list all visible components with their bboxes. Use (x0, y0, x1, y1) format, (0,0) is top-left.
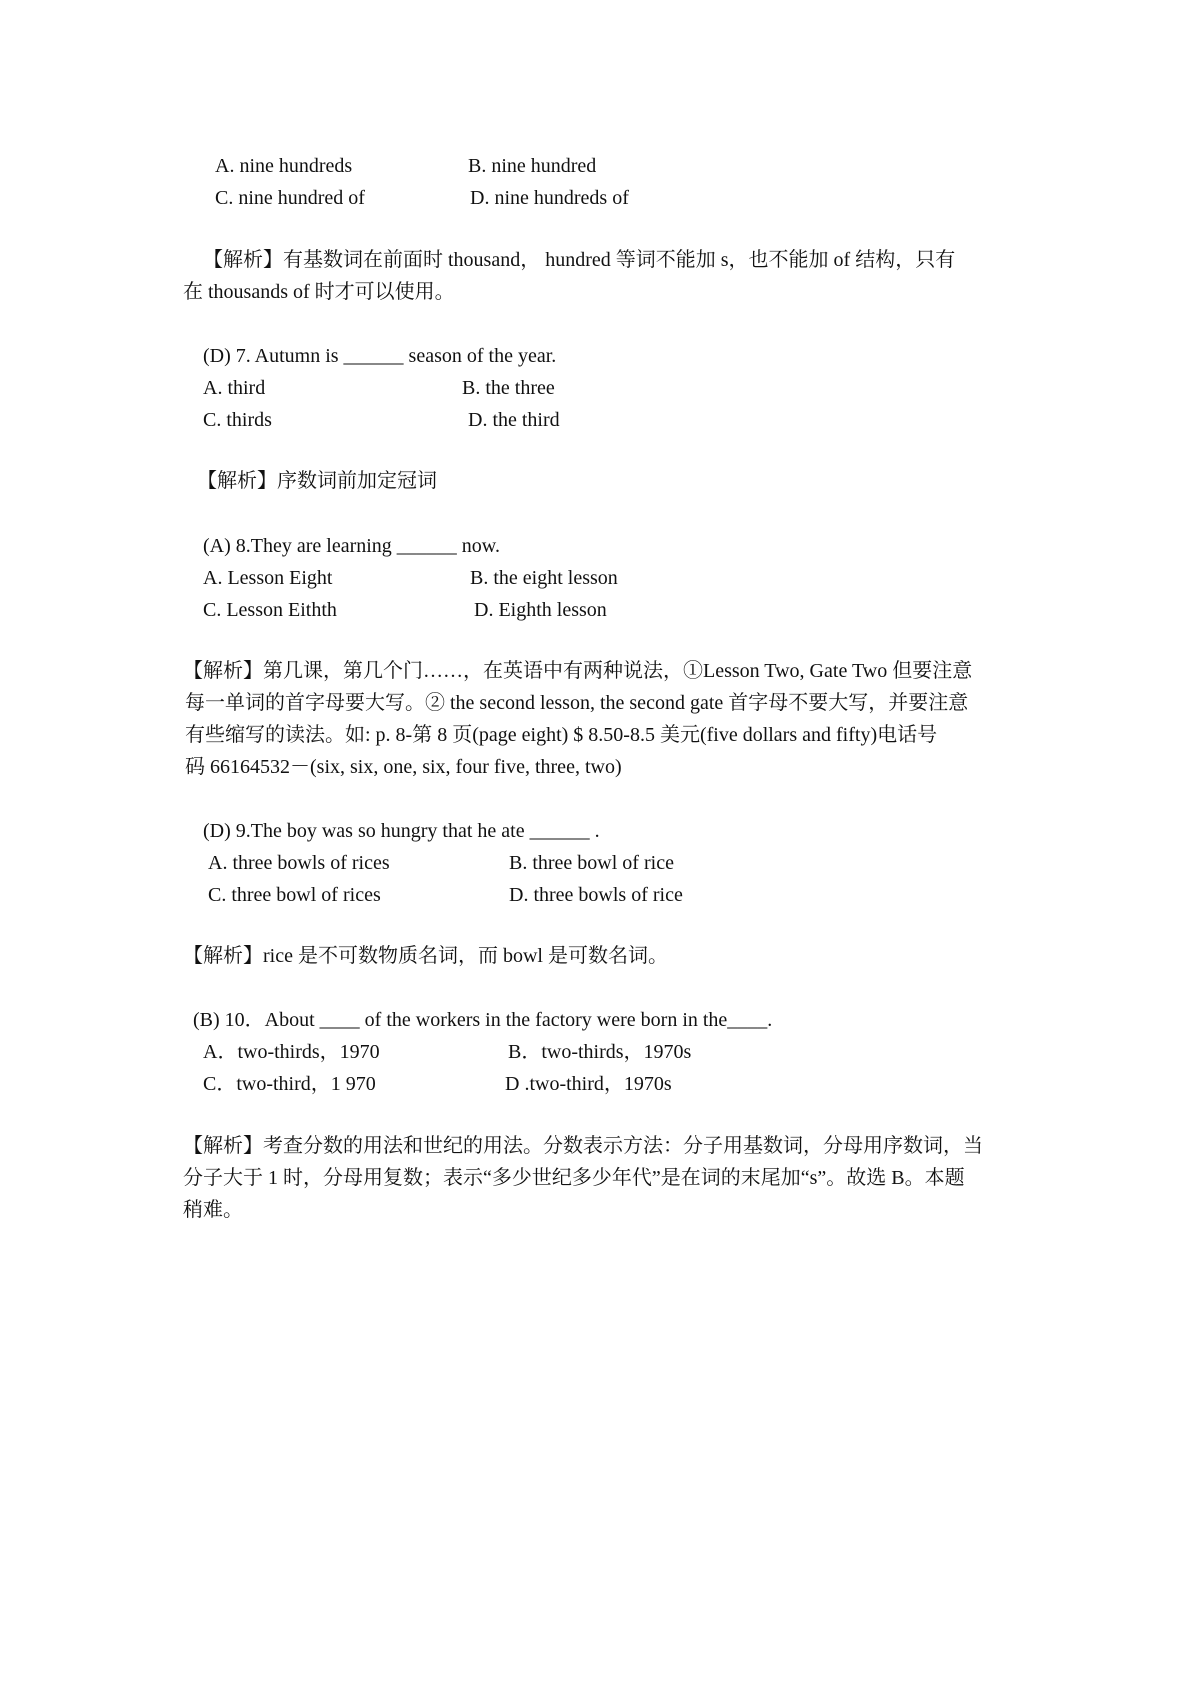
q10-option-a: A．two-thirds，1970 (203, 1041, 380, 1063)
q9-option-d: D. three bowls of rice (509, 884, 683, 906)
q6-option-c: C. nine hundred of (215, 187, 365, 209)
q8-explanation-line-1: 【解析】第几课，第几个门……，在英语中有两种说法，①Lesson Two, Gate Two 但要注意 (183, 660, 973, 682)
q10-explanation-line-3: 稍难。 (183, 1199, 243, 1221)
q8-stem: (A) 8.They are learning ______ now. (203, 535, 500, 557)
q9-explanation: 【解析】rice 是不可数物质名词，而 bowl 是可数名词。 (183, 945, 668, 967)
q7-option-c: C. thirds (203, 409, 272, 431)
q8-option-b: B. the eight lesson (470, 567, 618, 589)
q7-stem: (D) 7. Autumn is ______ season of the year. (203, 345, 557, 367)
q10-option-c: C．two-third，1 970 (203, 1073, 376, 1095)
q7-option-d: D. the third (468, 409, 560, 431)
q6-option-b: B. nine hundred (468, 155, 597, 177)
q8-option-c: C. Lesson Eithth (203, 599, 337, 621)
q10-option-b: B．two-thirds，1970s (508, 1041, 692, 1063)
q10-stem: (B) 10．About ____ of the workers in the factory were born in the____. (193, 1009, 773, 1031)
q7-option-b: B. the three (462, 377, 555, 399)
q8-explanation-line-4: 码 66164532－(six, six, one, six, four five, three, two) (185, 756, 622, 778)
q8-option-a: A. Lesson Eight (203, 567, 333, 589)
q6-explanation-line-1: 【解析】有基数词在前面时 thousand， hundred 等词不能加 s，也不能加 of 结构，只有 (203, 249, 956, 271)
q9-option-b: B. three bowl of rice (509, 852, 674, 874)
q6-option-d: D. nine hundreds of (470, 187, 629, 209)
q10-explanation-line-2: 分子大于 1 时，分母用复数；表示“多少世纪多少年代”是在词的末尾加“s”。故选 B。本题 (183, 1167, 965, 1189)
q6-explanation-line-2: 在 thousands of 时才可以使用。 (183, 281, 455, 303)
q8-option-d: D. Eighth lesson (474, 599, 607, 621)
q9-option-a: A. three bowls of rices (208, 852, 390, 874)
q6-option-a: A. nine hundreds (215, 155, 353, 177)
q10-option-d: D .two-third，1970s (505, 1073, 672, 1095)
q7-option-a: A. third (203, 377, 266, 399)
q10-explanation-line-1: 【解析】考查分数的用法和世纪的用法。分数表示方法：分子用基数词，分母用序数词，当 (183, 1135, 983, 1157)
q7-explanation: 【解析】序数词前加定冠词 (197, 470, 437, 492)
q8-explanation-line-3: 有些缩写的读法。如: p. 8-第 8 页(page eight) $ 8.50-8.5 美元(five dollars and fifty)电话号 (185, 724, 938, 746)
q8-explanation-line-2: 每一单词的首字母要大写。② the second lesson, the second gate 首字母不要大写，并要注意 (185, 692, 969, 714)
q9-stem: (D) 9.The boy was so hungry that he ate ______ . (203, 820, 600, 842)
q9-option-c: C. three bowl of rices (208, 884, 381, 906)
